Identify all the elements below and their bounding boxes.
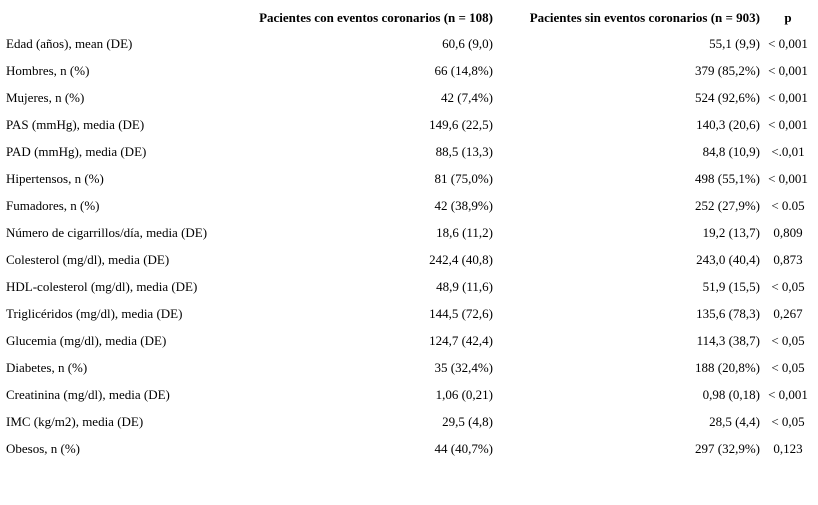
cell-with-events: 18,6 (11,2) xyxy=(436,225,493,240)
header-with-events: Pacientes con eventos coronarios (n = 108) xyxy=(259,10,493,25)
table-row xyxy=(2,273,814,300)
cell-without-events: 297 (32,9%) xyxy=(695,441,760,456)
header-p-value: p xyxy=(784,10,792,25)
cell-with-events: 42 (38,9%) xyxy=(434,198,493,213)
cell-without-events: 51,9 (15,5) xyxy=(702,279,760,294)
cell-without-events: 243,0 (40,4) xyxy=(696,252,760,267)
cell-without-events: 0,98 (0,18) xyxy=(702,387,760,402)
row-label: Diabetes, n (%) xyxy=(6,360,88,375)
cell-with-events: 48,9 (11,6) xyxy=(436,279,493,294)
table-row xyxy=(2,381,814,408)
table-row xyxy=(2,408,814,435)
cell-without-events: 135,6 (78,3) xyxy=(696,306,760,321)
cell-with-events: 42 (7,4%) xyxy=(441,90,493,105)
row-label: Fumadores, n (%) xyxy=(6,198,100,213)
cell-p-value: < 0,001 xyxy=(768,117,808,132)
cell-p-value: 0,123 xyxy=(773,441,803,456)
characteristics-table xyxy=(2,6,814,462)
table-row xyxy=(2,111,814,138)
row-label: IMC (kg/m2), media (DE) xyxy=(6,414,144,429)
cell-with-events: 44 (40,7%) xyxy=(434,441,493,456)
cell-without-events: 84,8 (10,9) xyxy=(702,144,760,159)
row-label: Número de cigarrillos/día, media (DE) xyxy=(6,225,208,240)
table-row xyxy=(2,435,814,462)
cell-p-value: < 0,001 xyxy=(768,63,808,78)
cell-without-events: 19,2 (13,7) xyxy=(702,225,760,240)
cell-p-value: < 0,001 xyxy=(768,387,808,402)
cell-without-events: 379 (85,2%) xyxy=(695,63,760,78)
cell-p-value: < 0,05 xyxy=(771,279,805,294)
row-label: Obesos, n (%) xyxy=(6,441,81,456)
cell-with-events: 60,6 (9,0) xyxy=(442,36,493,51)
table-row xyxy=(2,165,814,192)
row-label: Creatinina (mg/dl), media (DE) xyxy=(6,387,170,402)
cell-with-events: 88,5 (13,3) xyxy=(435,144,493,159)
row-label: Triglicéridos (mg/dl), media (DE) xyxy=(6,306,183,321)
cell-p-value: < 0,001 xyxy=(768,171,808,186)
header-label xyxy=(2,6,225,30)
row-label: PAS (mmHg), media (DE) xyxy=(6,117,145,132)
row-label: PAD (mmHg), media (DE) xyxy=(6,144,147,159)
table-row xyxy=(2,192,814,219)
cell-p-value: 0,267 xyxy=(773,306,803,321)
cell-p-value: 0,809 xyxy=(773,225,803,240)
row-label: Mujeres, n (%) xyxy=(6,90,85,105)
cell-without-events: 524 (92,6%) xyxy=(695,90,760,105)
cell-p-value: < 0,001 xyxy=(768,36,808,51)
header-row xyxy=(2,6,814,30)
table-row xyxy=(2,354,814,381)
cell-with-events: 124,7 (42,4) xyxy=(429,333,493,348)
table-row xyxy=(2,327,814,354)
table-row xyxy=(2,246,814,273)
cell-p-value: < 0,001 xyxy=(768,90,808,105)
table-row xyxy=(2,219,814,246)
cell-with-events: 66 (14,8%) xyxy=(434,63,493,78)
cell-without-events: 498 (55,1%) xyxy=(695,171,760,186)
table-row xyxy=(2,84,814,111)
row-label: HDL-colesterol (mg/dl), media (DE) xyxy=(6,279,198,294)
table-row xyxy=(2,138,814,165)
cell-p-value: < 0,05 xyxy=(771,414,805,429)
row-label: Hipertensos, n (%) xyxy=(6,171,104,186)
cell-p-value: < 0,05 xyxy=(771,333,805,348)
cell-with-events: 1,06 (0,21) xyxy=(435,387,493,402)
table-row xyxy=(2,30,814,57)
cell-p-value: 0,873 xyxy=(773,252,803,267)
cell-without-events: 188 (20,8%) xyxy=(695,360,760,375)
cell-without-events: 252 (27,9%) xyxy=(695,198,760,213)
row-label: Hombres, n (%) xyxy=(6,63,90,78)
cell-p-value: <.0,01 xyxy=(771,144,805,159)
table-header xyxy=(2,6,814,30)
cell-with-events: 242,4 (40,8) xyxy=(429,252,493,267)
cell-with-events: 149,6 (22,5) xyxy=(429,117,493,132)
header-without-events: Pacientes sin eventos coronarios (n = 903) xyxy=(529,10,760,25)
cell-with-events: 81 (75,0%) xyxy=(434,171,493,186)
table-body xyxy=(2,30,814,462)
cell-without-events: 140,3 (20,6) xyxy=(696,117,760,132)
table-row xyxy=(2,300,814,327)
cell-p-value: < 0.05 xyxy=(771,198,805,213)
row-label: Colesterol (mg/dl), media (DE) xyxy=(6,252,170,267)
cell-with-events: 29,5 (4,8) xyxy=(442,414,493,429)
row-label: Glucemia (mg/dl), media (DE) xyxy=(6,333,167,348)
cell-without-events: 114,3 (38,7) xyxy=(696,333,760,348)
cell-with-events: 35 (32,4%) xyxy=(434,360,493,375)
cell-p-value: < 0,05 xyxy=(771,360,805,375)
table-row xyxy=(2,57,814,84)
row-label: Edad (años), mean (DE) xyxy=(6,36,133,51)
cell-without-events: 55,1 (9,9) xyxy=(709,36,760,51)
cell-without-events: 28,5 (4,4) xyxy=(709,414,760,429)
cell-with-events: 144,5 (72,6) xyxy=(429,306,493,321)
